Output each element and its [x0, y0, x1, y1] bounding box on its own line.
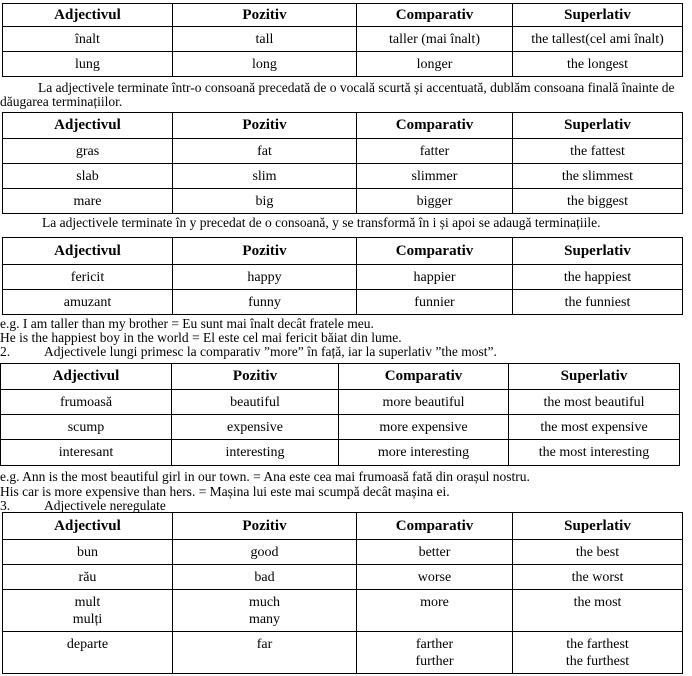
cell: long [173, 52, 357, 77]
cell: beautiful [172, 390, 339, 415]
cell: the slimmest [513, 164, 683, 189]
header-comparativ: Comparativ [357, 238, 513, 265]
section-2-heading [0, 345, 497, 359]
header-adjectivul: Adjectivul [3, 113, 173, 139]
cell-line: much [248, 595, 281, 610]
comparison-table-1 [2, 3, 683, 77]
section-3-number: 3. [0, 498, 11, 513]
cell: worse [357, 565, 513, 590]
cell: good [173, 540, 357, 565]
section-2-text: Adjectivele lungi primesc la comparativ ”more” în față, iar la superlativ ”the most”. [44, 344, 497, 359]
paragraph-doubling-line-1: La adjectivele terminate într-o consoană precedată de o vocală scurtă și accentuată, dublăm consoana finală înainte de [38, 80, 675, 95]
cell: interesant [1, 440, 172, 466]
section-3-heading [0, 499, 166, 513]
table-header-row [1, 364, 680, 390]
header-adjectivul: Adjectivul [1, 364, 172, 390]
section-3-text: Adjectivele neregulate [44, 498, 166, 513]
cell: fat [173, 139, 357, 164]
cell-line: far [256, 637, 273, 652]
cell [3, 632, 173, 674]
section-2-number: 2. [0, 344, 11, 359]
cell: funnier [357, 290, 513, 315]
cell-line: further [415, 654, 454, 669]
cell-line: farther [415, 637, 454, 652]
header-pozitiv: Pozitiv [173, 238, 357, 265]
cell: the best [513, 540, 683, 565]
header-comparativ: Comparativ [357, 4, 513, 27]
cell: slimmer [357, 164, 513, 189]
cell: rău [3, 565, 173, 590]
cell: more beautiful [339, 390, 509, 415]
cell: the fattest [513, 139, 683, 164]
table-header-row [3, 4, 683, 27]
cell [173, 632, 357, 674]
cell: tall [173, 27, 357, 52]
cell-line: departe [66, 637, 109, 652]
cell: înalt [3, 27, 173, 52]
header-pozitiv: Pozitiv [172, 364, 339, 390]
cell: happy [173, 265, 357, 290]
cell-line: the farthest [566, 637, 629, 652]
table-row [3, 164, 683, 189]
header-adjectivul: Adjectivul [3, 4, 173, 27]
example-1-line-1: e.g. I am taller than my brother = Eu sunt mai înalt decât fratele meu. [0, 316, 374, 331]
header-pozitiv: Pozitiv [173, 513, 357, 540]
header-pozitiv: Pozitiv [173, 4, 357, 27]
table-row [3, 590, 683, 632]
cell: expensive [172, 415, 339, 440]
cell: slab [3, 164, 173, 189]
header-superlativ: Superlativ [513, 513, 683, 540]
cell: the longest [513, 52, 683, 77]
paragraph-y-rule: La adjectivele terminate în y precedat de o consoană, y se transformă în i și apoi se adaugă terminațiile. [42, 215, 601, 230]
table-header-row [3, 113, 683, 139]
comparison-table-5 [2, 512, 683, 674]
table-row [3, 189, 683, 214]
cell: more expensive [339, 415, 509, 440]
cell-line: the furthest [565, 654, 630, 669]
cell: bun [3, 540, 173, 565]
table-row [1, 415, 680, 440]
table-row [3, 565, 683, 590]
cell: mare [3, 189, 173, 214]
cell: the funniest [513, 290, 683, 315]
cell-line: mult [74, 595, 101, 610]
header-pozitiv: Pozitiv [173, 113, 357, 139]
cell: the tallest(cel ami înalt) [513, 27, 683, 52]
example-2-line-1: e.g. Ann is the most beautiful girl in our town. = Ana este cea mai frumoasă fată din orașul nostru. [0, 469, 530, 484]
header-comparativ: Comparativ [357, 513, 513, 540]
header-comparativ: Comparativ [339, 364, 509, 390]
header-comparativ: Comparativ [357, 113, 513, 139]
cell [357, 632, 513, 674]
cell: the worst [513, 565, 683, 590]
cell: happier [357, 265, 513, 290]
header-adjectivul: Adjectivul [3, 238, 173, 265]
table-row [1, 390, 680, 415]
cell [3, 590, 173, 632]
cell [513, 590, 683, 632]
cell-line: the most [573, 595, 622, 610]
table-row [3, 52, 683, 77]
table-header-row [3, 513, 683, 540]
table-row [3, 27, 683, 52]
cell: the biggest [513, 189, 683, 214]
comparison-table-2 [2, 112, 683, 214]
example-2-line-2: His car is more expensive than hers. = Mașina lui este mai scumpă decât mașina ei. [0, 484, 450, 499]
comparison-table-4 [0, 363, 680, 466]
cell: frumoasă [1, 390, 172, 415]
header-superlativ: Superlativ [513, 238, 683, 265]
table-row [3, 540, 683, 565]
cell: fericit [3, 265, 173, 290]
cell: scump [1, 415, 172, 440]
paragraph-doubling-line-2: dăugarea terminațiilor. [0, 94, 123, 109]
cell: lung [3, 52, 173, 77]
cell-line: many [248, 612, 281, 627]
cell: gras [3, 139, 173, 164]
example-1-line-2: He is the happiest boy in the world = El este cel mai fericit băiat din lume. [0, 330, 402, 345]
cell: fatter [357, 139, 513, 164]
cell [513, 632, 683, 674]
cell-line: mulți [72, 612, 103, 627]
cell: more interesting [339, 440, 509, 466]
table-row [3, 265, 683, 290]
table-row [3, 290, 683, 315]
cell: bad [173, 565, 357, 590]
cell: the happiest [513, 265, 683, 290]
header-adjectivul: Adjectivul [3, 513, 173, 540]
cell: bigger [357, 189, 513, 214]
cell: interesting [172, 440, 339, 466]
cell: the most interesting [509, 440, 680, 466]
table-row [3, 632, 683, 674]
table-header-row [3, 238, 683, 265]
cell: longer [357, 52, 513, 77]
cell-line: more [420, 595, 449, 610]
header-superlativ: Superlativ [509, 364, 680, 390]
comparison-table-3 [2, 237, 683, 315]
cell: big [173, 189, 357, 214]
table-row [3, 139, 683, 164]
header-superlativ: Superlativ [513, 113, 683, 139]
header-superlativ: Superlativ [513, 4, 683, 27]
cell: the most expensive [509, 415, 680, 440]
table-row [1, 440, 680, 466]
cell: taller (mai înalt) [357, 27, 513, 52]
cell: the most beautiful [509, 390, 680, 415]
cell: better [357, 540, 513, 565]
cell: amuzant [3, 290, 173, 315]
cell [173, 590, 357, 632]
cell: slim [173, 164, 357, 189]
cell [357, 590, 513, 632]
cell: funny [173, 290, 357, 315]
